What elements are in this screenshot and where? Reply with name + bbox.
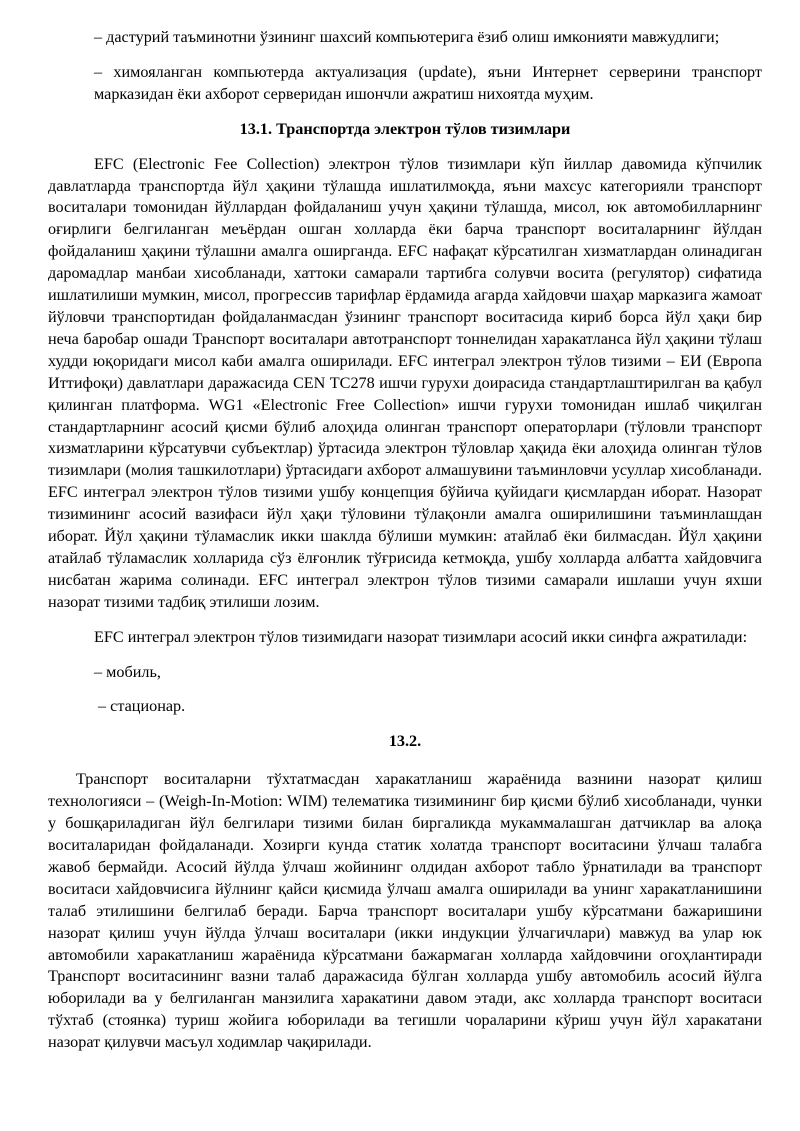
control-item-mobile: – мобиль, [94,662,161,681]
document-page [48,27,762,1054]
section-13-2-heading: 13.2. [388,732,422,751]
bullet-update-separation: – химояланган компьютерда актуализация (update), яъни Интернет серверини транспорт марказидан ёки ахборот серверидан ишончли ажратиш нихоятда муҳим. [94,62,762,103]
control-item-stationary: – стационар. [98,697,186,716]
section-13-1-paragraph: EFC (Electronic Fee Collection) электрон тўлов тизимлари кўп йиллар давомида кўпчилик давлатларда транспортда йўл ҳақини тўлашда ишлатилмоқда, яъни махсус категорияли транспорт воситалари томонидан йўллардан фойдаланиш учун ҳақини тўлашда, мисол, юк автомобилларнинг оғирлиги белгиланган меъёрдан ошган холларда ёки барча транспорт воситаларнинг йўлдан фойдаланиш ҳақини тўлашни амалга оширганда. EFC нафақат кўрсатилган хизматлардан олинадиган даромадлар манбаи хисобланади, хаттоки самарали тартибга солувчи восита (регулятор) сифатида ишлатилиши мумкин, мисол, прогрессив тарифлар ёрдамида агарда хайдовчи шаҳар марказига жамоат йўловчи транспортидан фойдаланмасдан ўзининг транспорт воситасида кириб борса йўл ҳақи бир неча баробар ошади Транспорт воситалари автотранспорт тоннелидан харакатланса йўл ҳақини тўлаш худди юқоридаги мисол каби амалга оширилади. EFC интеграл электрон тўлов тизими – ЕИ (Европа Иттифоқи) давлатлари даражасида CEN ТС278 ишчи гурухи доирасида стандартлаштирилган ва қабул қилинган платформа. WG1 «Electronic Free Collection» ишчи гурухи томонидан ишлаб чиқилган стандартларнинг асосий қисми бўлиб алоҳида олинган транспорт операторлари (тўловли транспорт хизматларини кўрсатувчи субъектлар) ўртасида электрон тўловлар ҳақида ёки алоҳида олинган тўлов тизимлари (молия ташкилотлари) ўртасидаги ахборот алмашувини таъминловчи усуллар хисобланади. EFC интеграл электрон тўлов тизими ушбу концепция бўйича қуйидаги қисмлардан иборат. Назорат тизимининг асосий вазифаси йўл ҳақи тўловини тўлақонли амалга оширилишини таъминлашдан иборат. Йўл ҳақини тўламаслик икки шаклда бўлиши мумкин: атайлаб ёки билмасдан. Йўл ҳақини атайлаб тўламаслик холларида сўз ёлғонлик тўғрисида кетмоқда, ушбу холларда албатта хайдовчига нисбатан жарима солинади. EFC интеграл электрон тўлов тизими самарали ишлаши учун яхши назорат тизими тадбиқ этилиши лозим. [48,154,762,611]
control-systems-intro: EFC интеграл электрон тўлов тизимидаги назорат тизимлари асосий икки синфга ажратилади: [94,627,748,646]
bullet-software-download: – дастурий таъминотни ўзининг шахсий компьютерига ёзиб олиш имконияти мавжудлиги; [94,28,720,46]
section-13-2-paragraph: Транспорт воситаларни тўхтатмасдан харакатланиш жараёнида вазнини назорат қилиш технологияси – (Weigh-In-Motion: WIM) телематика тизимининг бир қисми бўлиб хисобланади, чунки у бошқариладиган йўл белгилари тизими билан биргаликда мукаммалашган датчиклар ва алоқа воситаларидан фойдаланади. Хозирги кунда статик холатда транспорт воситасини ўлчаш талабга жавоб бермайди. Асосий йўлда ўлчаш жойининг олдидан ахборот табло ўрнатилади ва транспорт воситаси хайдовчисига йўлнинг қайси қисмида ўлчаш амалга оширилади ва унинг харакатланишини талаб этилишини белгилаб беради. Барча транспорт воситалари ушбу кўрсатмани бажаришини назорат қилиш учун йўлда ўлчаш воситалари (икки индукции ўлчагичлари) мавжуд ва улар юк автомобили харакатланиш жараёнида кўрсатмани бажармаган холларда хайдовчини огоҳлантиради Транспорт воситасининг вазни талаб даражасида бўлган холларда ушбу автомобиль асосий йўлга юборилади ва у белгиланган манзилига харакатини давом этади, акс холларда транспорт воситаси тўхтаб (стоянка) туриш жойига юборилади ва тегишли чораларини кўриш учун йўл харакатани назорат қилувчи масъул ходимлар чақирилади. [48,770,762,1052]
section-13-1-heading: 13.1. Транспортда электрон тўлов тизимлари [239,119,571,138]
